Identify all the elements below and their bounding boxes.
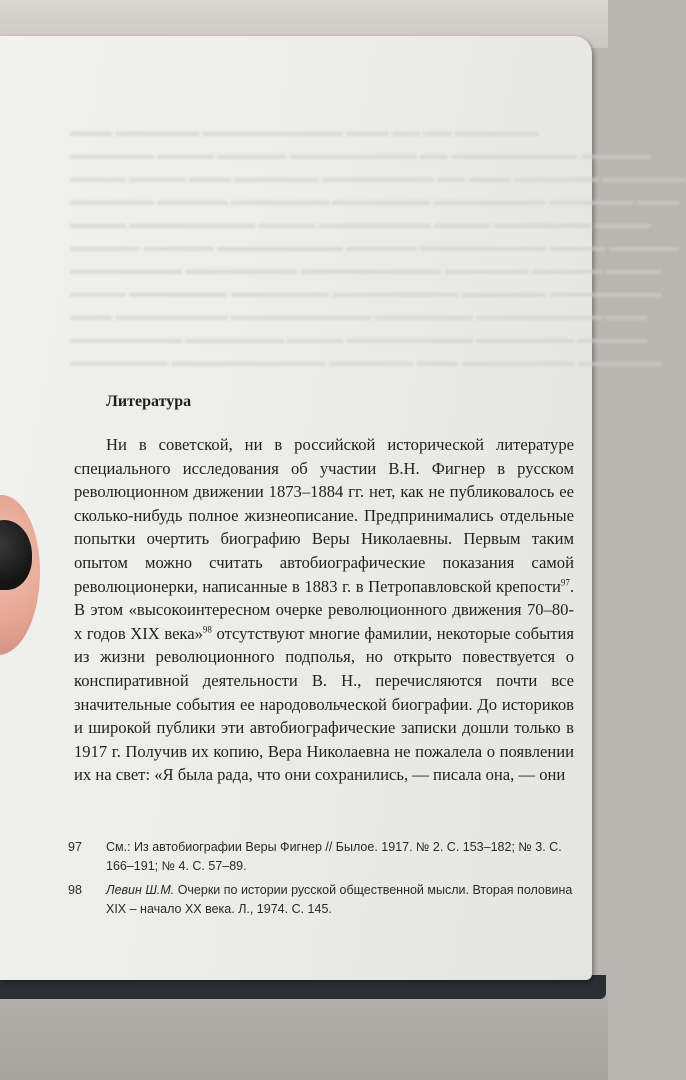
footnote-98 [68,881,578,919]
paragraph-text-part-3: отсутствуют многие фамилии, некоторые события из жизни революционного подполья, но открыто повествуется о конспиративной деятельности В. Н., перечисляются почти все значительные события ее народовольческой биографии. До историков и широкой публики эти автобиографические записки дошли только в 1917 г. Получив их копию, Вера Николаевна не пожалела о появлении их на свет: «Я была рада, что они сохранились, — писала она, — они [74,623,574,785]
footnote-author: Левин Ш.М. [106,883,175,897]
section-heading: Литература [106,393,192,410]
background-table [0,995,608,1080]
footnote-number: 98 [68,883,82,897]
book-page [0,36,686,980]
paragraph-text-part-1: Ни в советской, ни в российской исторической литературе специального исследования об участии В.Н. Фигнер в русском революционном движении 1873–1884 гг. нет, как не публиковалось ее сколько-нибудь полное жизнеописание. Предпринимались отдельные попытки очертить биографию Веры Николаевны. Первым таким опытом можно считать автобиографические показания самой революционерки, написанные в 1883 г. в Петропавловской крепости [74,435,574,596]
footnote-number: 97 [68,840,82,854]
show-through-text: ▬▬▬ ▬▬▬▬▬▬ ▬▬▬▬▬▬▬▬▬▬ ▬▬▬ ▬▬ ▬▬ ▬▬▬▬▬▬ ▬▬▬▬▬▬ ▬▬▬▬ ▬▬▬▬▬ ▬▬▬▬▬▬▬▬▬ ▬▬ ▬▬▬▬▬▬▬▬▬ ▬▬▬▬▬ ▬▬▬▬ ▬▬▬▬ ▬▬▬ ▬▬▬▬▬▬ ▬▬▬▬▬▬▬▬ ▬▬ ▬▬▬ ▬▬▬▬▬▬ ▬▬▬▬▬▬ ▬▬▬▬▬▬ ▬▬▬▬▬ ▬▬▬▬▬▬▬ ▬▬▬▬▬▬▬ ▬▬▬▬▬▬▬▬ ▬▬▬▬▬▬ ▬▬▬ ▬▬▬▬ ▬▬▬▬▬▬▬▬▬ ▬▬▬▬ ▬▬▬▬▬▬▬▬ ▬▬▬▬ ▬▬▬▬▬▬▬ ▬▬▬▬ ▬▬▬▬▬ ▬▬▬▬▬ ▬▬▬▬▬▬▬▬▬ ▬▬▬▬▬ ▬▬▬▬▬▬▬▬▬ ▬▬▬▬ ▬▬▬▬▬ ▬▬▬▬▬▬▬▬ ▬▬▬▬▬▬▬▬ ▬▬▬▬▬▬▬▬▬▬ ▬▬▬▬▬▬ ▬▬▬▬▬ ▬▬▬▬ ▬▬▬▬ ▬▬▬▬▬▬▬ ▬▬▬▬▬▬▬ ▬▬▬▬▬▬▬▬▬ ▬▬▬▬▬▬ ▬▬▬▬▬▬▬▬ ▬▬▬ ▬▬▬▬▬▬▬▬ ▬▬▬▬▬▬▬▬▬▬ ▬▬▬▬▬▬▬ ▬▬▬▬▬▬▬▬▬ ▬▬▬ ▬▬▬▬▬▬▬▬ ▬▬▬▬▬▬▬ ▬▬▬▬ ▬▬▬▬▬▬▬▬▬ ▬▬▬▬▬▬▬ ▬▬▬▬▬ ▬▬▬▬▬▬▬ ▬▬▬▬▬▬▬▬▬▬▬ ▬▬▬▬▬▬ ▬▬▬ ▬▬▬▬▬▬▬▬ ▬▬▬▬▬▬ [70,125,686,370]
footnotes [68,838,578,924]
footnote-citation: Очерки по истории русской общественной мысли. Вторая половина XIX – начало XX века. Л., 1974. С. 145. [106,883,573,916]
paragraph-text-part-2: . В этом «высокоинтересном очерке революционного движения 70–80-х годов XIX века» [74,576,574,643]
main-paragraph [74,433,574,787]
footnote-text: См.: Из автобиографии Веры Фигнер // Былое. 1917. № 2. С. 153–182; № 3. С. 166–191; № 4. С. 57–89. [106,840,562,873]
footnote-97 [68,838,578,876]
footnote-ref-97: 97 [560,577,570,588]
footnote-text [106,881,578,919]
footnote-ref-98: 98 [202,624,212,635]
